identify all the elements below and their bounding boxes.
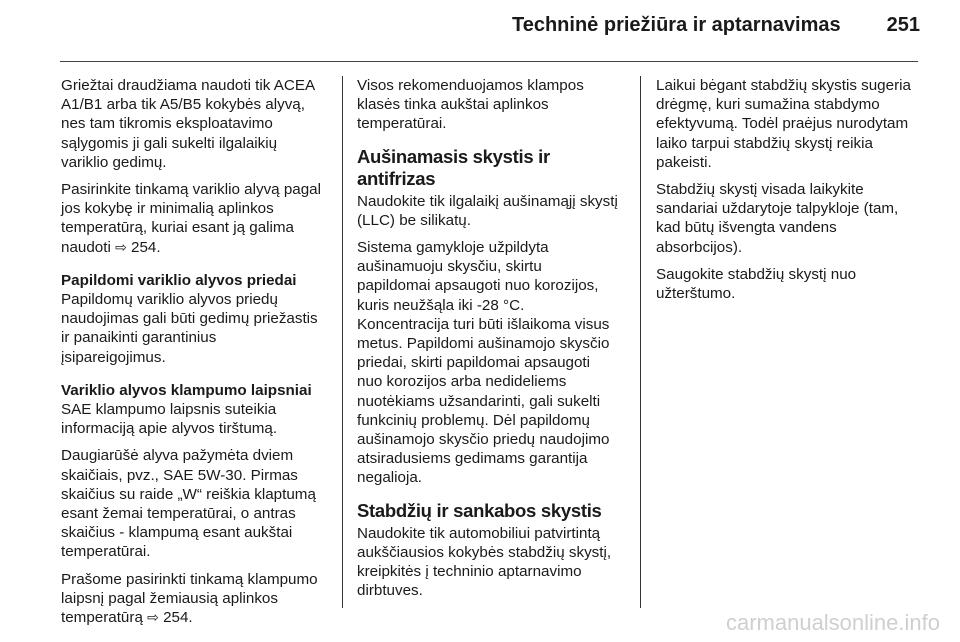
paragraph: Stabdžių skystį visada laikykite sandariai uždarytoje talpykloje (tam, kad būtų išvengta vandens absorbcijos).	[656, 181, 899, 256]
arrow-reference-icon: ⇨	[147, 609, 159, 626]
page-number: 251	[886, 14, 920, 36]
header-divider	[60, 61, 918, 62]
column-divider	[640, 76, 641, 608]
section-heading: Stabdžių ir sankabos skystis	[357, 499, 602, 521]
page-header	[512, 14, 920, 37]
section-heading: Papildomi variklio alyvos priedai	[61, 271, 297, 289]
paragraph: Prašome pasirinkti tinkamą klampumo laipsnį pagal žemiausią aplinkos temperatūrą ⇨ 254.	[61, 570, 318, 627]
paragraph: Sistema gamykloje užpildyta aušinamuoju skysčiu, skirtu papildomai apsaugoti nuo korozijos, kuris neužšąla iki -28 °C. Koncentracija turi būti išlaikoma visus metus. Papildomi aušinamojo skysčio priedai, skirti papildomai apsaugoti nuo korozijos arba nedideliems nuotėkiams užsandarinti, gali sukelti funkcinių problemų. Dėl papildomų aušinamojo skysčio priedų naudojimo atsiradusiems gedimams garantija negalioja.	[357, 239, 610, 487]
watermark: carmanualsonline.info	[725, 610, 940, 635]
text-column-1	[61, 76, 323, 635]
paragraph: Daugiarūšė alyva pažymėta dviem skaičiais, pvz., SAE 5W-30. Pirmas skaičius su raide „W“ reiškia klaptumą esant žemai temperatūrai, o antras skaičius - klampumą esant aukštai temperatūrai.	[61, 447, 316, 561]
section-heading: Variklio alyvos klampumo laipsniai	[61, 381, 312, 399]
paragraph: Papildomų variklio alyvos priedų naudojimas gali būti gedimų priežastis ir panaikinti garantinius įsipareigojimus.	[61, 291, 318, 366]
paragraph: Naudokite tik ilgalaikį aušinamąjį skystį (LLC) be silikatų.	[357, 192, 618, 229]
text-column-2	[357, 76, 619, 608]
page-reference-link[interactable]: ⇨ 254.	[147, 609, 193, 627]
column-divider	[342, 76, 343, 608]
paragraph: Pasirinkite tinkamą variklio alyvą pagal jos kokybę ir minimalią aplinkos temperatūrą, kuriai esant ją galima naudoti ⇨ 254.	[61, 181, 321, 256]
paragraph: Visos rekomenduojamos klampos klasės tinka aukštai aplinkos temperatūrai.	[357, 77, 584, 133]
section-heading: Aušinamasis skystis ir antifrizas	[357, 145, 550, 189]
page-reference-link[interactable]: ⇨ 254.	[115, 238, 161, 256]
page-title: Techninė priežiūra ir aptarnavimas	[511, 14, 841, 36]
paragraph: SAE klampumo laipsnis suteikia informaciją apie alyvos tirštumą.	[61, 401, 278, 438]
paragraph: Laikui bėgant stabdžių skystis sugeria drėgmę, kuri sumažina stabdymo efektyvumą. Todėl praėjus nurodytam laiko tarpui stabdžių skystį reikia pakeisti.	[656, 77, 911, 171]
text-column-3	[656, 76, 918, 311]
paragraph: Saugokite stabdžių skystį nuo užterštumo.	[656, 265, 857, 303]
arrow-reference-icon: ⇨	[115, 238, 127, 255]
paragraph: Naudokite tik automobiliui patvirtintą aukščiausios kokybės stabdžių skystį, kreipkitės į techninio aptarnavimo dirbtuves.	[357, 524, 612, 600]
paragraph: Griežtai draudžiama naudoti tik ACEA A1/B1 arba tik A5/B5 kokybės alyvą, nes tam tikromis eksploatavimo sąlygomis ji gali sukelti ilgalaikių variklio gedimų.	[61, 77, 315, 171]
